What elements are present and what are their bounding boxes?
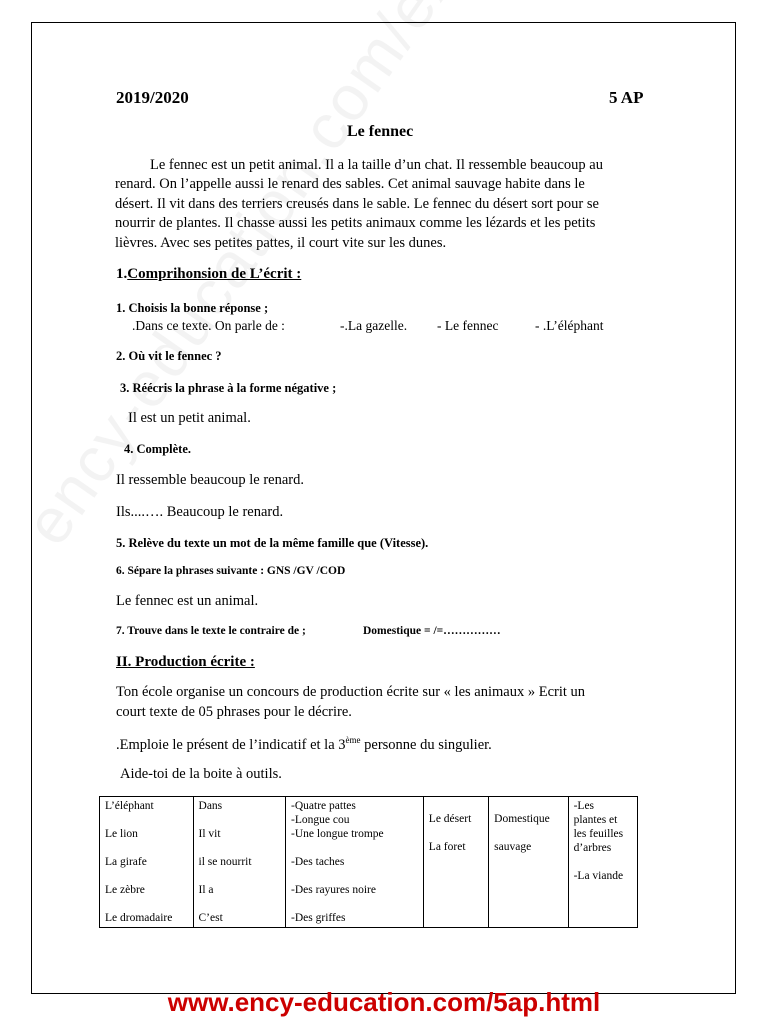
- toolbox-cell: Il a: [198, 884, 214, 896]
- question-2-label: 2. Où vit le fennec ?: [116, 349, 222, 363]
- production-line: Ton école organise un concours de production écrite sur « les animaux » Ecrit un: [116, 684, 586, 700]
- toolbox-column-animals: [100, 797, 194, 928]
- toolbox-cell: Il vit: [198, 828, 221, 840]
- toolbox-cell: sauvage: [494, 841, 532, 853]
- toolbox-cell: Le lion: [105, 828, 138, 840]
- toolbox-column-features: [286, 797, 424, 928]
- toolbox-table: [99, 796, 638, 928]
- toolbox-column-verbs: [193, 797, 286, 928]
- toolbox-cell: Le zèbre: [105, 884, 145, 896]
- text-line: désert. Il vit dans des terriers creusés dans le sable. Le fennec du désert sort pour se: [115, 196, 599, 212]
- text-line: Le fennec est un petit animal. Il a la taille d’un chat. Il ressemble beaucoup au: [150, 157, 603, 173]
- toolbox-cell: -La viande: [573, 870, 624, 882]
- toolbox-cell: -Des taches: [291, 856, 345, 868]
- toolbox-cell: -Des griffes: [291, 912, 346, 924]
- question-4-line: Ils....…. Beaucoup le renard.: [116, 504, 284, 520]
- question-4-line: Il ressemble beaucoup le renard.: [116, 472, 305, 488]
- toolbox-cell: Le dromadaire: [105, 912, 173, 924]
- table-row: [100, 797, 638, 928]
- question-6-label: 6. Sépare la phrases suivante : GNS /GV /COD: [116, 565, 346, 577]
- toolbox-cell: La foret: [428, 841, 466, 853]
- question-7-item: Domestique = /=……………: [363, 625, 501, 637]
- toolbox-cell: les feuilles: [573, 828, 624, 840]
- toolbox-cell: C’est: [198, 912, 223, 924]
- toolbox-cell: Domestique: [494, 813, 550, 825]
- school-year: 2019/2020: [116, 88, 189, 107]
- instruction-text: .Emploie le présent de l’indicatif et la 3: [116, 736, 346, 753]
- section-comprehension-heading: [116, 266, 301, 283]
- text-line: nourrir de plantes. Il chasse aussi les petits animaux comme les lézards et les petits: [115, 215, 596, 231]
- toolbox-column-food: [568, 797, 637, 928]
- production-instruction: [116, 735, 492, 754]
- toolbox-cell: il se nourrit: [198, 856, 252, 868]
- question-4-label: 4. Complète.: [124, 442, 191, 456]
- answer-option[interactable]: - Le fennec: [437, 318, 499, 333]
- question-1-prompt: .Dans ce texte. On parle de :: [132, 318, 285, 333]
- question-3-label: 3. Réécris la phrase à la forme négative ;: [120, 381, 337, 395]
- text-line: lièvres. Avec ses petites pattes, il court vite sur les dunes.: [115, 235, 447, 251]
- section-number: 1.: [116, 266, 128, 282]
- class-level: 5 AP: [609, 88, 644, 107]
- section-production-heading: II. Production écrite :: [116, 654, 255, 670]
- toolbox-cell: -Longue cou: [291, 814, 350, 826]
- section-title: Comprihonsion de L’écrit :: [127, 266, 302, 282]
- toolbox-cell: Le désert: [428, 813, 472, 825]
- question-6-sentence: Le fennec est un animal.: [116, 593, 259, 609]
- question-3-sentence: Il est un petit animal.: [128, 410, 251, 426]
- toolbox-cell: L’éléphant: [105, 800, 154, 812]
- instruction-superscript: ème: [345, 735, 361, 745]
- page-title: Le fennec: [347, 123, 414, 140]
- toolbox-cell: La girafe: [105, 856, 147, 868]
- toolbox-cell: -Une longue trompe: [291, 828, 384, 840]
- question-1-label: 1. Choisis la bonne réponse ;: [116, 301, 269, 315]
- text-line: renard. On l’appelle aussi le renard des sables. Cet animal sauvage habite dans le: [115, 176, 585, 192]
- toolbox-cell: -Les: [573, 800, 595, 812]
- production-line: court texte de 05 phrases pour le décrire.: [116, 704, 352, 720]
- toolbox-hint: Aide-toi de la boite à outils.: [120, 766, 282, 782]
- answer-option[interactable]: -.La gazelle.: [340, 318, 408, 333]
- instruction-text: personne du singulier.: [360, 736, 492, 753]
- toolbox-cell: plantes et: [573, 814, 618, 826]
- answer-option[interactable]: - .L’éléphant: [535, 318, 604, 333]
- toolbox-cell: d’arbres: [573, 842, 612, 854]
- toolbox-column-habitat: [423, 797, 488, 928]
- toolbox-column-type: [489, 797, 568, 928]
- toolbox-cell: -Quatre pattes: [291, 800, 356, 812]
- question-7-label: 7. Trouve dans le texte le contraire de ;: [116, 625, 306, 637]
- question-5-label: 5. Relève du texte un mot de la même famille que (Vitesse).: [116, 536, 429, 550]
- toolbox-cell: -Des rayures noire: [291, 884, 376, 896]
- toolbox-cell: Dans: [198, 800, 223, 812]
- footer-url-link[interactable]: www.ency-education.com/5ap.html: [167, 987, 601, 1017]
